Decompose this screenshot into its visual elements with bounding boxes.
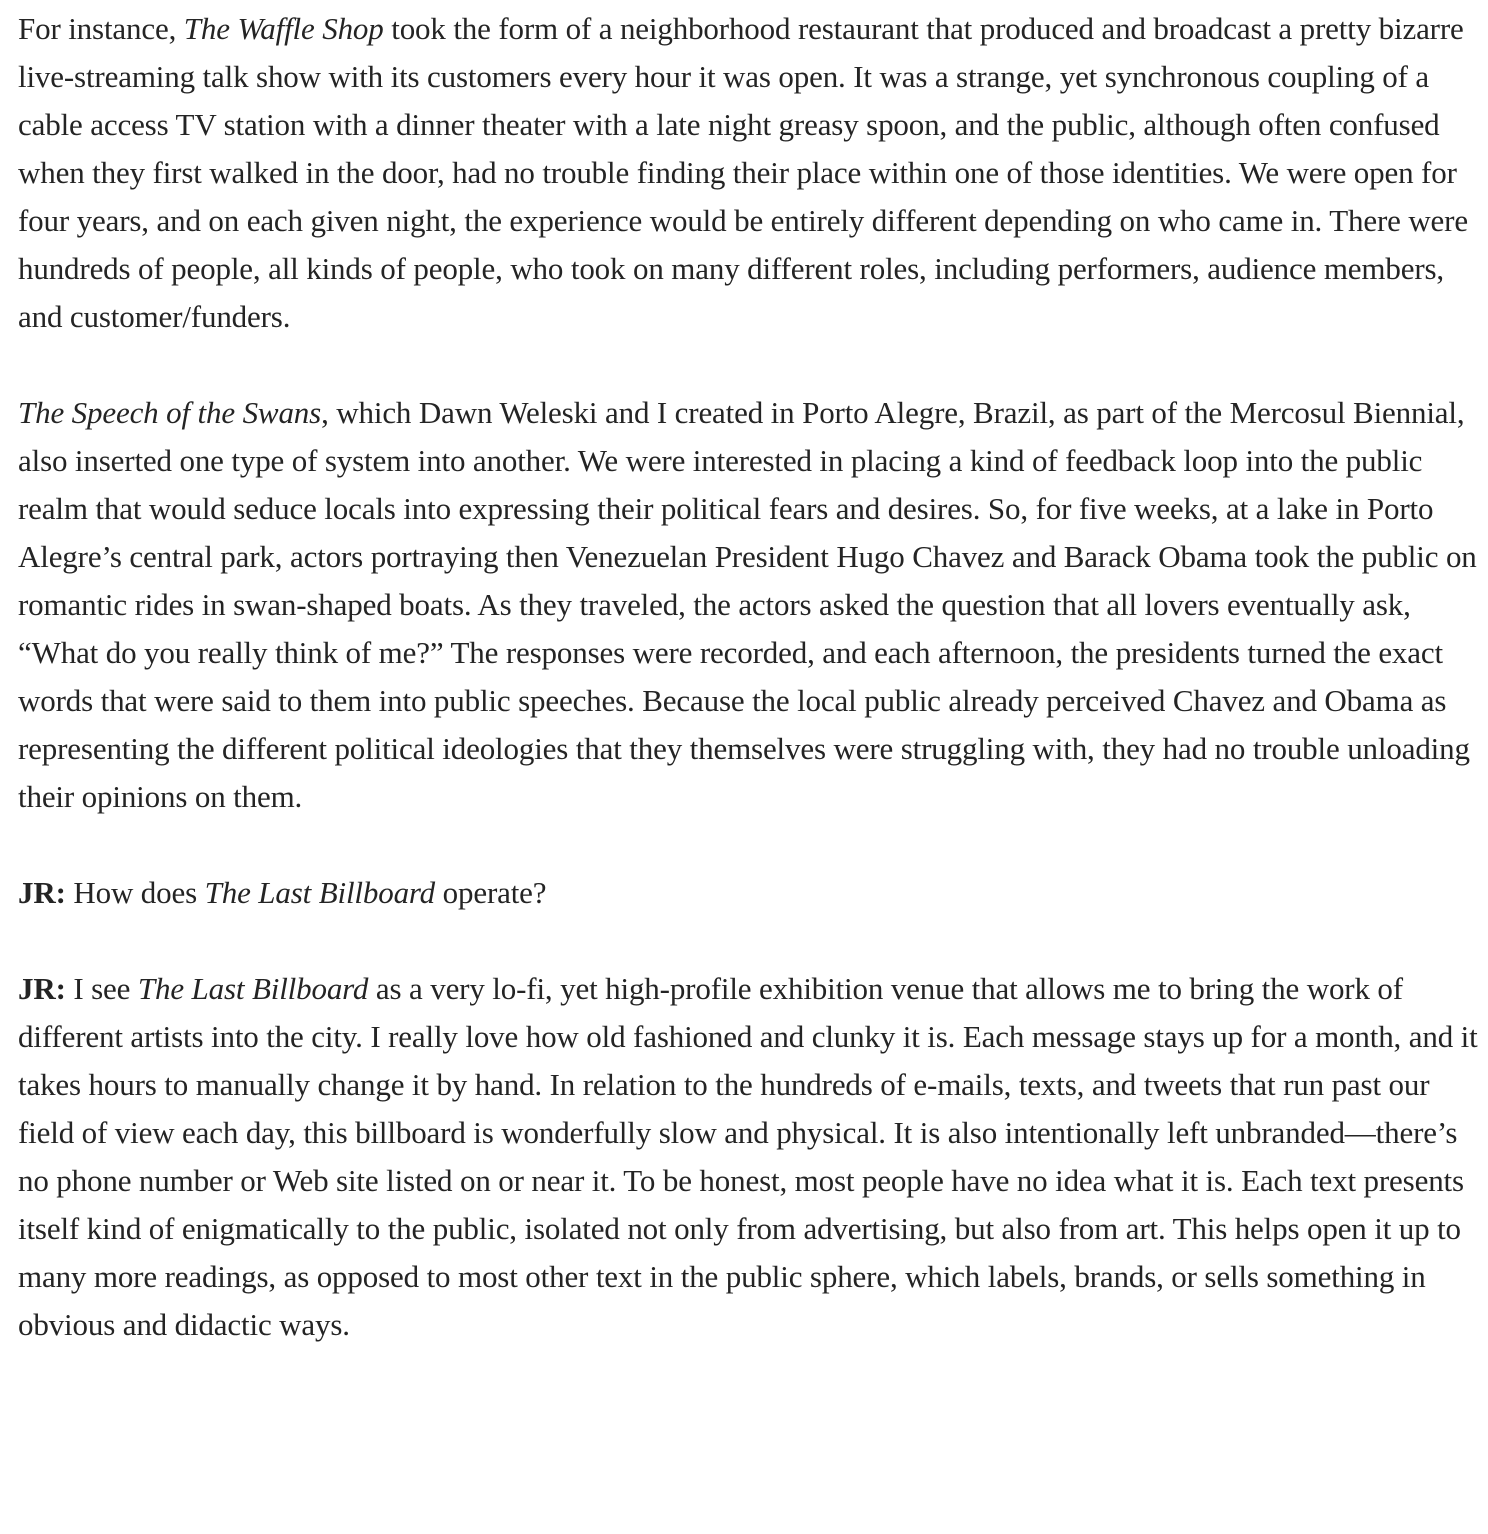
paragraph-waffle-shop <box>18 5 1480 341</box>
paragraph-text: took the form of a neighborhood restaurant that produced and broadcast a pretty bizarre live-streaming talk show with its customers every hour it was open. It was a strange, yet synchronous coupling of a cable access TV station with a dinner theater with a late night greasy spoon, and the public, although often confused when they first walked in the door, had no trouble finding their place within one of those identities. We were open for four years, and on each given night, the experience would be entirely different depending on who came in. There were hundreds of people, all kinds of people, who took on many different roles, including performers, audience members, and customer/funders. <box>18 11 1468 334</box>
paragraph-lead: For instance, <box>18 11 184 46</box>
work-title-speech-of-the-swans: The Speech of the Swans <box>18 395 322 430</box>
work-title-waffle-shop: The Waffle Shop <box>183 11 384 46</box>
question-lead: How does <box>65 875 205 910</box>
interview-question <box>18 869 1480 917</box>
question-tail: operate? <box>435 875 547 910</box>
work-title-last-billboard: The Last Billboard <box>137 971 369 1006</box>
work-title-last-billboard: The Last Billboard <box>204 875 436 910</box>
article-body <box>18 5 1480 1349</box>
answer-lead: I see <box>65 971 138 1006</box>
interview-answer <box>18 965 1480 1349</box>
speaker-label: JR: <box>18 875 66 910</box>
paragraph-speech-of-the-swans <box>18 389 1480 821</box>
paragraph-text: , which Dawn Weleski and I created in Porto Alegre, Brazil, as part of the Mercosul Biennial, also inserted one type of system into another. We were interested in placing a kind of feedback loop into the public realm that would seduce locals into expressing their political fears and desires. So, for five weeks, at a lake in Porto Alegre’s central park, actors portraying then Venezuelan President Hugo Chavez and Barack Obama took the public on romantic rides in swan-shaped boats. As they traveled, the actors asked the question that all lovers eventually ask, “What do you really think of me?” The responses were recorded, and each afternoon, the presidents turned the exact words that were said to them into public speeches. Because the local public already perceived Chavez and Obama as representing the different political ideologies that they themselves were struggling with, they had no trouble unloading their opinions on them. <box>18 395 1477 814</box>
speaker-label: JR: <box>18 971 66 1006</box>
answer-text: as a very lo-fi, yet high-profile exhibition venue that allows me to bring the work of different artists into the city. I really love how old fashioned and clunky it is. Each message stays up for a month, and it takes hours to manually change it by hand. In relation to the hundreds of e-mails, texts, and tweets that run past our field of view each day, this billboard is wonderfully slow and physical. It is also intentionally left unbranded—there’s no phone number or Web site listed on or near it. To be honest, most people have no idea what it is. Each text presents itself kind of enigmatically to the public, isolated not only from advertising, but also from art. This helps open it up to many more readings, as opposed to most other text in the public sphere, which labels, brands, or sells something in obvious and didactic ways. <box>18 971 1478 1342</box>
